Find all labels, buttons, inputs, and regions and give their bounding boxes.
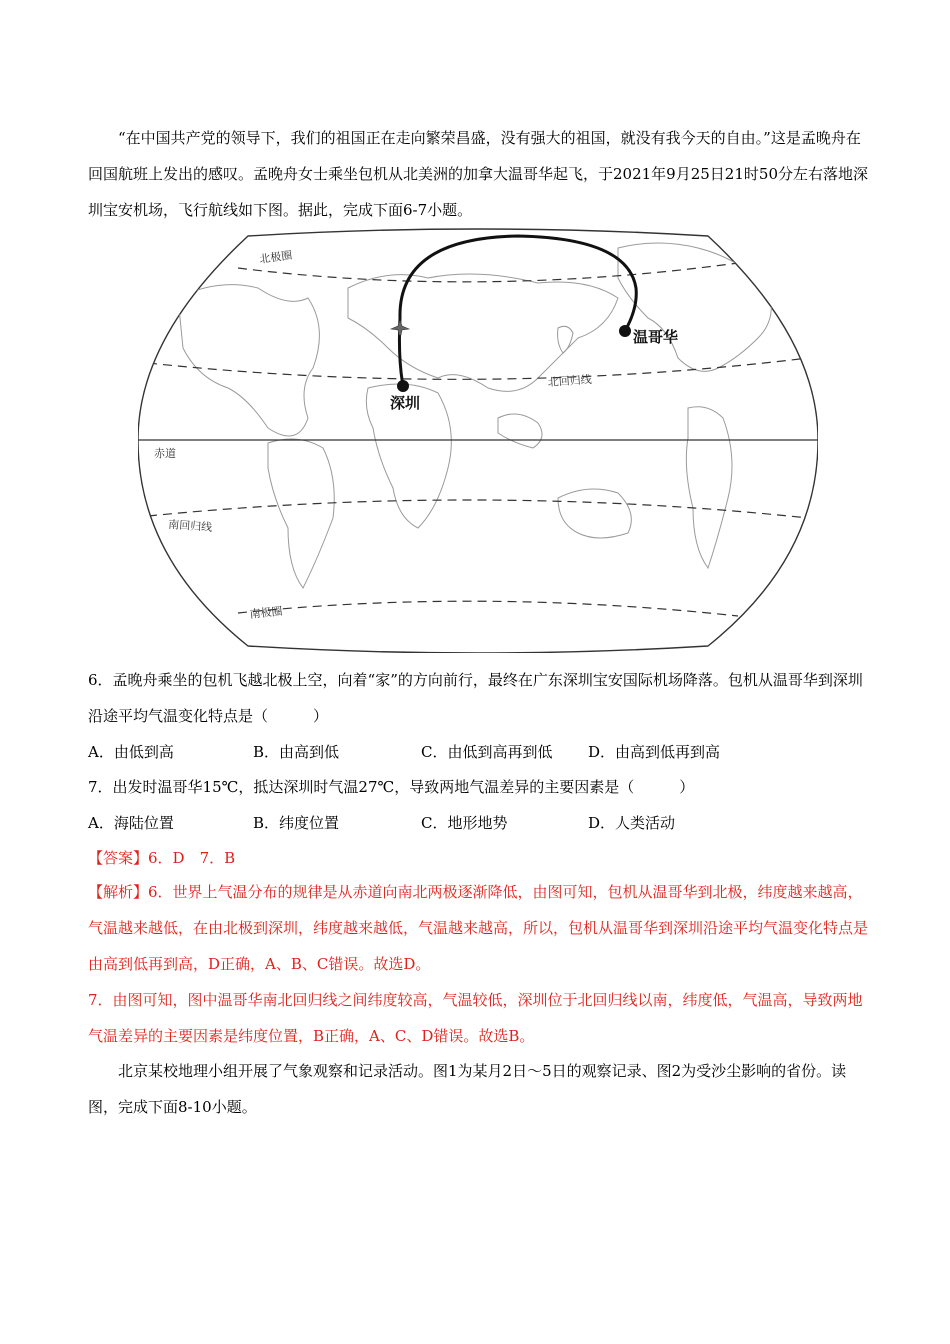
q7-option-c: C．地形地势 [421,814,508,832]
q7-option-a: A．海陆位置 [88,814,174,832]
q6-option-d: D．由高到低再到高 [588,743,721,761]
vancouver-label: 温哥华 [633,328,679,346]
world-map-flight-route [138,228,818,653]
arctic-circle-label: 北极圈 [258,248,294,266]
equator-label: 赤道 [154,447,176,460]
q6-option-b: B．由高到低 [253,743,340,761]
q7-option-d: D．人类活动 [588,814,676,832]
q7-option-b: B．纬度位置 [253,814,340,832]
intro-paragraph: “在中国共产党的领导下，我们的祖国正在走向繁荣昌盛，没有强大的祖国，就没有我今天的自由。”这是孟晚舟在回国航班上发出的感叹。孟晚舟女士乘坐包机从北美洲的加拿大温哥华起飞，于2021年9月25日21时50分左右落地深圳宝安机场，飞行航线如下图。据此，完成下面6-7小题。 [88,129,868,219]
tropic-of-capricorn-label: 南回归线 [167,518,213,535]
analysis-7: 7．由图可知，图中温哥华南北回归线之间纬度较高，气温较低，深圳位于北回归线以南，纬度低，气温高，导致两地气温差异的主要因素是纬度位置，B正确，A、C、D错误。故选B。 [88,991,863,1045]
vancouver-marker [619,325,631,337]
next-section-intro: 北京某校地理小组开展了气象观察和记录活动。图1为某月2日～5日的观察记录、图2为受沙尘影响的省份。读图，完成下面8-10小题。 [88,1062,847,1116]
question-7-stem: 7．出发时温哥华15℃，抵达深圳时气温27℃，导致两地气温差异的主要因素是（ ） [88,778,695,796]
tropic-of-cancer-label: 北回归线 [547,372,593,389]
antarctic-circle-label: 南极圈 [248,604,284,621]
analysis-6: 【解析】6．世界上气温分布的规律是从赤道向南北两极逐渐降低，由图可知，包机从温哥华到北极，纬度越来越高，气温越来越低，在由北极到深圳，纬度越来越低，气温越来越高，所以，包机从温哥华到深圳沿途平均气温变化特点是由高到低再到高，D正确，A、B、C错误。故选D。 [88,883,869,973]
q6-option-c: C．由低到高再到低 [421,743,553,761]
answer-line: 【答案】6．D 7．B [88,849,236,867]
shenzhen-label: 深圳 [390,394,421,412]
shenzhen-marker [397,380,409,392]
q6-option-a: A．由低到高 [88,743,174,761]
question-6-stem: 6．孟晚舟乘坐的包机飞越北极上空，向着“家”的方向前行，最终在广东深圳宝安国际机场降落。包机从温哥华到深圳沿途平均气温变化特点是（ ） [88,671,863,725]
map-frame [138,229,818,653]
